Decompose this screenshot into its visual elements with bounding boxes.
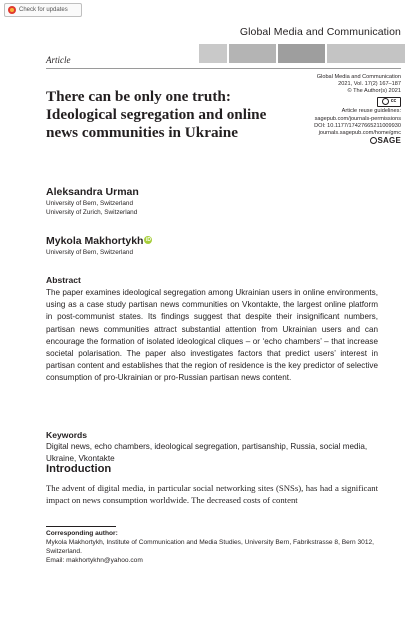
author-affiliation: University of Bern, Switzerland: [46, 249, 134, 256]
meta-volume: 2021, Vol. 17(2) 167–187: [338, 81, 401, 88]
meta-journal: Global Media and Communication: [316, 74, 401, 80]
updates-icon: [8, 6, 16, 14]
author-affiliation: University of Zurich, Switzerland: [46, 209, 138, 216]
author-affiliations: [46, 248, 133, 257]
author-name-block: [46, 235, 152, 247]
check-for-updates-badge[interactable]: [4, 3, 82, 17]
header-bar: [229, 44, 276, 63]
header-rule: [46, 68, 401, 69]
creative-commons-icon: cc: [377, 97, 401, 107]
meta-permissions-link[interactable]: sagepub.com/journals-permissions: [314, 115, 401, 122]
article-title: There can be only one truth: Ideological segregation and online news communities in Ukraine: [46, 88, 267, 142]
meta-journal-url[interactable]: journals.sagepub.com/home/gmc: [318, 129, 401, 136]
journal-name: Global Media and Communication: [239, 26, 401, 38]
meta-copyright: © The Author(s) 2021: [347, 88, 401, 95]
meta-doi[interactable]: DOI: 10.1177/17427665211009930: [314, 122, 401, 129]
article-type-label: Article: [46, 55, 71, 65]
abstract-text: The paper examines ideological segregation among Ukrainian users in online environments, using as a case study partisan news communities on Vkontakte, the largest online platform in post-communist states. Its findings suggest that despite their insignificant numbers, partisan news communities attract substantial attention from Ukrainian users and can encourage the formation of isolated ideological cliques – or ‘echo chambers’ – that increase societal polarisation. The paper also investigates factors that predict users’ interest in partisan content and establishes that the region of residence is the key predictor of selective consumption of pro-Ukrainian or pro-Russian partisan news content.: [46, 288, 378, 383]
header-color-bars: [199, 44, 405, 63]
author-name: Mykola Makhortykh: [46, 235, 144, 247]
author-name: Aleksandra Urman: [46, 186, 139, 198]
footnote-rule: [46, 526, 116, 527]
keywords-text: Digital news, echo chambers, ideological segregation, partisanship, Russia, social media, Ukraine, Vkontakte: [46, 442, 368, 464]
introduction-heading: Introduction: [46, 463, 112, 475]
keywords-heading: Keywords: [46, 430, 88, 440]
header-bar: [327, 44, 405, 63]
author-affiliations: [46, 199, 137, 217]
sage-logo: SAGE: [370, 137, 401, 144]
abstract-heading: Abstract: [46, 275, 81, 285]
check-for-updates-label: Check for updates: [19, 7, 68, 13]
corresponding-author-heading: Corresponding author:: [46, 530, 118, 537]
corresponding-author-email[interactable]: Email: makhortykhn@yahoo.com: [46, 556, 143, 564]
header-bar: [199, 44, 227, 63]
corresponding-author-details: [46, 539, 376, 566]
author-affiliation: University of Bern, Switzerland: [46, 200, 134, 207]
orcid-icon[interactable]: iD: [145, 237, 151, 243]
corresponding-author-address: Mykola Makhortykh, Institute of Communication and Media Studies, University Bern, Fabrikstrasse 8, Bern 3012, Switzerland.: [46, 539, 375, 555]
sage-icon: [370, 137, 377, 144]
header-bar: [278, 44, 325, 63]
meta-reuse: Article reuse guidelines:: [341, 108, 401, 115]
introduction-text: The advent of digital media, in particular social networking sites (SNSs), has had a significant impact on news consumption worldwide. The decreased costs of content: [46, 483, 378, 506]
